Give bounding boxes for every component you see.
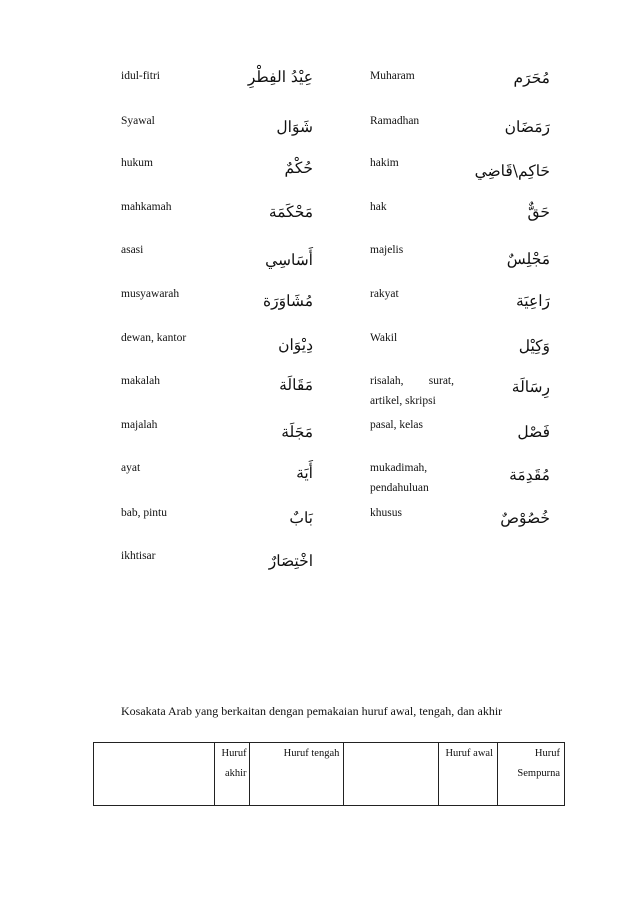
arabic-term: مُحَرَم (513, 69, 550, 87)
latin-term: idul-fitri (121, 70, 160, 82)
latin-term: khusus (370, 507, 402, 519)
arabic-term: شَوَال (276, 118, 313, 136)
header-huruf-awal: Huruf awal (439, 743, 498, 806)
arabic-term: أَسَاسِي (265, 251, 313, 269)
latin-term: rakyat (370, 288, 399, 300)
latin-term: risalah, surat, (370, 375, 454, 387)
vocab-row (0, 415, 638, 455)
latin-term: ikhtisar (121, 550, 156, 562)
latin-term: hak (370, 201, 387, 213)
vocab-row (0, 197, 638, 237)
arabic-term: حُكْمٌ (284, 159, 313, 177)
latin-term: hukum (121, 157, 153, 169)
arabic-term: مَحْكَمَة (268, 203, 313, 221)
table-cell-empty (94, 743, 215, 806)
latin-term: majalah (121, 419, 158, 431)
huruf-table (93, 742, 565, 806)
arabic-term: مُقَدِمَة (509, 466, 550, 484)
arabic-term: خُصُوْصٌ (500, 509, 550, 527)
vocab-row (0, 66, 638, 106)
vocab-row (0, 284, 638, 324)
arabic-term: حَاكِم\قَاضِي (474, 162, 550, 180)
table-cell-empty (344, 743, 439, 806)
latin-term-continued: pendahuluan (370, 482, 429, 494)
latin-term-multiline (370, 458, 454, 498)
vocab-row (0, 503, 638, 543)
vocab-row (0, 153, 638, 193)
arabic-term: اخْتِصَارٌ (268, 552, 313, 570)
arabic-term: مَجَلَة (281, 423, 313, 441)
latin-term: asasi (121, 244, 144, 256)
vocab-row (0, 240, 638, 280)
latin-term: Muharam (370, 70, 415, 82)
latin-term: makalah (121, 375, 160, 387)
arabic-term: بَابٌ (289, 509, 313, 527)
latin-term: majelis (370, 244, 404, 256)
arabic-term: دِيْوَان (278, 336, 313, 354)
latin-term: Syawal (121, 115, 155, 127)
table-row (94, 743, 565, 806)
latin-term: mukadimah, (370, 462, 428, 474)
latin-term-continued: artikel, skripsi (370, 395, 436, 407)
header-huruf-tengah: Huruf tengah (249, 743, 344, 806)
vocab-row (0, 328, 638, 368)
vocab-row (0, 458, 638, 498)
header-huruf-sempurna: Huruf Sempurna (498, 743, 565, 806)
vocab-row (0, 546, 638, 586)
arabic-term: رَاعِيَة (515, 292, 550, 310)
arabic-term: فَصْل (517, 423, 550, 441)
latin-term: dewan, kantor (121, 332, 187, 344)
arabic-term: وَكِيْل (518, 337, 550, 355)
latin-term: bab, pintu (121, 507, 167, 519)
latin-term: Wakil (370, 332, 398, 344)
latin-term: ayat (121, 462, 141, 474)
latin-term: Ramadhan (370, 115, 420, 127)
vocab-row (0, 371, 638, 411)
header-huruf-akhir: Huruf akhir (214, 743, 249, 806)
latin-term: mahkamah (121, 201, 172, 213)
latin-term: pasal, kelas (370, 419, 424, 431)
arabic-term: عِيْدُ الفِطْرِ (247, 68, 313, 86)
section-caption: Kosakata Arab yang berkaitan dengan pemakaian huruf awal, tengah, dan akhir (121, 704, 503, 718)
latin-term-multiline (370, 371, 454, 411)
arabic-term: أَيَة (296, 464, 313, 482)
arabic-term: مُشَاوَرَة (263, 292, 313, 310)
arabic-term: مَجْلِسٌ (506, 250, 550, 268)
arabic-term: حَقٌّ (527, 203, 550, 221)
latin-term: hakim (370, 157, 399, 169)
arabic-term: رَمَضَان (504, 118, 550, 136)
arabic-term: رِسَالَة (511, 378, 550, 396)
vocab-row (0, 111, 638, 151)
arabic-term: مَقَالَة (279, 376, 313, 394)
latin-term: musyawarah (121, 288, 180, 300)
